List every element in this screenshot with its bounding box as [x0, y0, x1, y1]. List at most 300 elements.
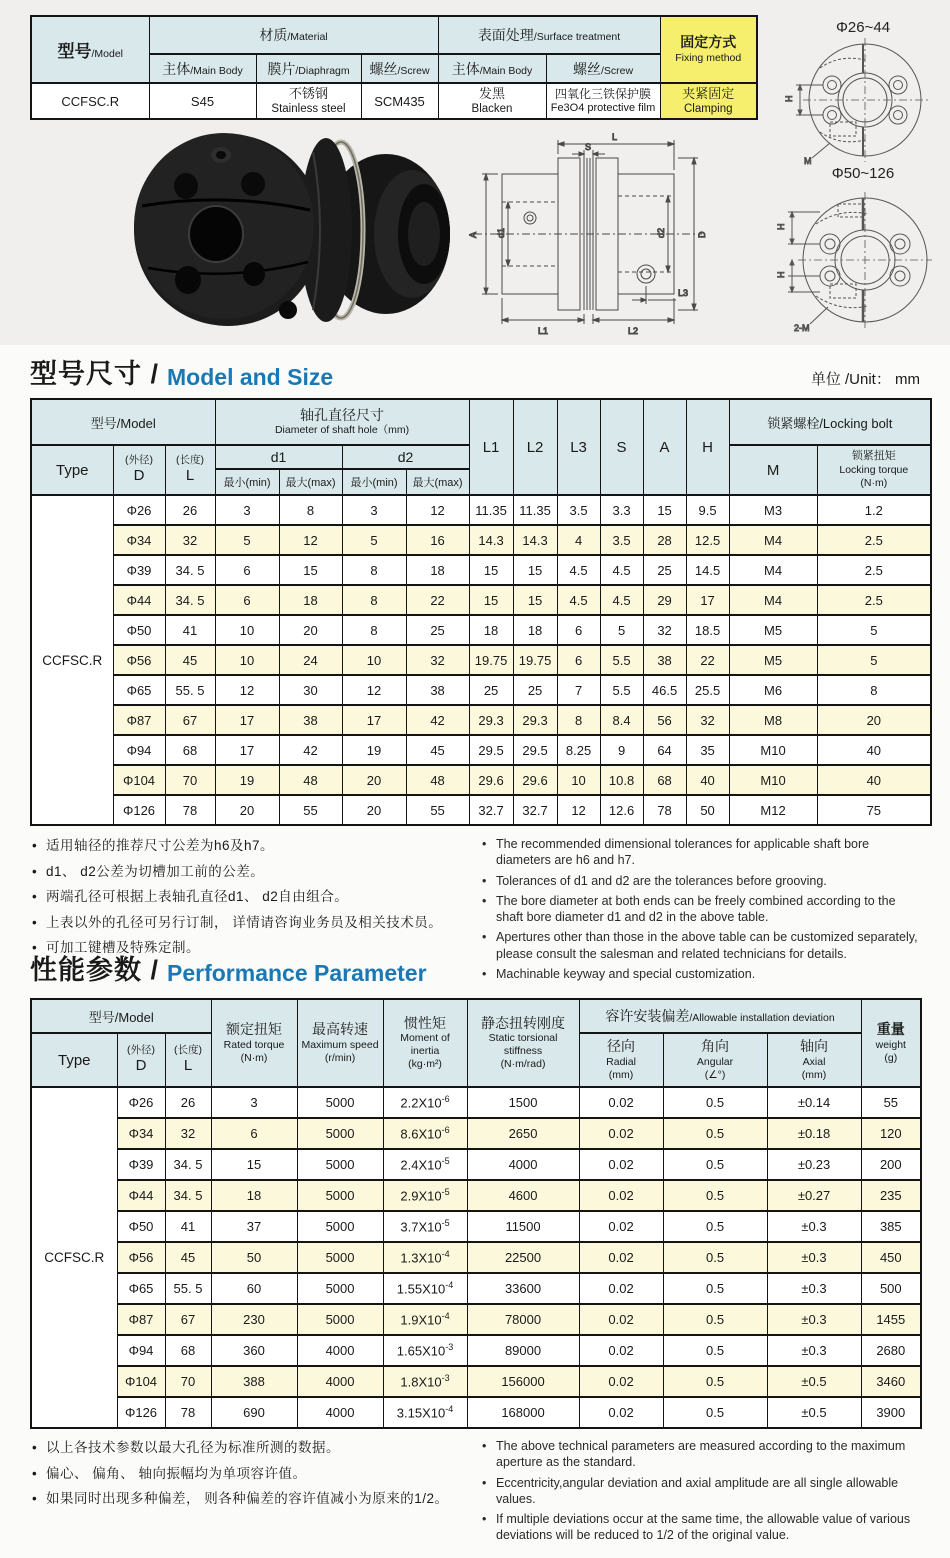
- front-view-large: [768, 162, 936, 338]
- dimension-value: 4.5: [557, 585, 600, 615]
- dim-S: S: [585, 142, 592, 152]
- performance-value: 0.02: [579, 1273, 663, 1304]
- performance-value: 67: [165, 1304, 211, 1335]
- dimension-value: 25: [513, 675, 557, 705]
- performance-value: 235: [861, 1180, 921, 1211]
- dimension-value: 15: [279, 555, 342, 585]
- notes-en-list: [480, 1438, 925, 1548]
- dimension-value: M6: [729, 675, 817, 705]
- performance-value: $2.9X10^{-5}$: [383, 1180, 467, 1211]
- dim-H-small: H: [784, 95, 794, 102]
- dimension-value: 17: [215, 705, 279, 735]
- dimension-drawing: [462, 128, 710, 340]
- dimension-value: M4: [729, 555, 817, 585]
- pf-L-header: [165, 1033, 211, 1087]
- performance-value: 0.02: [579, 1397, 663, 1428]
- ms-D-header: [113, 445, 165, 495]
- performance-value: 2650: [467, 1118, 579, 1149]
- model-header-en: /Model: [91, 48, 123, 60]
- note-item: • 可加工键槽及特殊定制。: [30, 938, 480, 958]
- dimension-value: 55. 5: [165, 675, 215, 705]
- performance-value: 5000: [297, 1242, 383, 1273]
- performance-notes: [30, 1438, 925, 1548]
- dimension-value: 56: [643, 705, 686, 735]
- note-item: • 如果同时出现多种偏差， 则各种偏差的容许值减小为原来的1/2。: [30, 1489, 480, 1509]
- dimension-value: 70: [165, 765, 215, 795]
- fixing-value: [660, 83, 757, 119]
- note-item: • d1、 d2公差为切槽加工前的公差。: [30, 862, 480, 882]
- h-cn: 最高转速: [312, 1021, 369, 1038]
- note-item: • 偏心、 偏角、 轴向振幅均为单项容许值。: [30, 1464, 480, 1484]
- pf-axial-header: [767, 1033, 861, 1087]
- dimension-value: 3.5: [600, 525, 643, 555]
- performance-value: 5000: [297, 1180, 383, 1211]
- cross-section-drawing: [462, 128, 710, 340]
- label-2M: 2-M: [794, 323, 810, 333]
- table-row: [31, 1397, 921, 1428]
- dimension-value: 12.5: [686, 525, 729, 555]
- dim-L3: L3: [678, 288, 689, 298]
- dimension-value: 6: [557, 645, 600, 675]
- dimension-value: 8: [342, 555, 406, 585]
- dimension-value: M12: [729, 795, 817, 825]
- performance-value: Φ44: [117, 1180, 165, 1211]
- sub-cn: 膜片: [267, 60, 296, 77]
- dimension-value: 32: [686, 705, 729, 735]
- section-title-cn: 型号尺寸 /: [30, 359, 160, 389]
- performance-value: 200: [861, 1149, 921, 1180]
- dimension-value: 10.8: [600, 765, 643, 795]
- dim-H-lower: H: [776, 271, 786, 278]
- performance-value: ±0.27: [767, 1180, 861, 1211]
- performance-value: 388: [211, 1366, 297, 1397]
- dimension-value: 4: [557, 525, 600, 555]
- dimension-value: 5: [817, 615, 931, 645]
- dimension-value: 32.7: [469, 795, 513, 825]
- unit-label: 单位 /Unit： mm: [810, 371, 920, 388]
- dimension-value: 14.3: [513, 525, 557, 555]
- material-header-cell: [149, 16, 438, 54]
- performance-value: 33600: [467, 1273, 579, 1304]
- small-range-label: Φ26~44: [835, 19, 891, 36]
- dimension-value: Φ87: [113, 705, 165, 735]
- performance-value: 0.02: [579, 1087, 663, 1118]
- ms-model-header: 型号/Model: [31, 399, 215, 445]
- performance-value: 22500: [467, 1242, 579, 1273]
- performance-value: 0.5: [663, 1211, 767, 1242]
- performance-value: 34. 5: [165, 1149, 211, 1180]
- section-title-cn: 性能参数 /: [30, 955, 160, 985]
- h-unit: (mm): [608, 1068, 634, 1081]
- table-row: [31, 1180, 921, 1211]
- dimension-value: 25: [469, 675, 513, 705]
- label-M: M: [804, 156, 812, 166]
- performance-value: Φ50: [117, 1211, 165, 1242]
- fixing-method-header-cell: [660, 16, 757, 83]
- performance-value: 5000: [297, 1304, 383, 1335]
- dimension-value: 19.75: [469, 645, 513, 675]
- dimension-value: 20: [215, 795, 279, 825]
- dimension-value: M4: [729, 585, 817, 615]
- h-unit: (g): [884, 1051, 898, 1064]
- dimension-value: M8: [729, 705, 817, 735]
- pf-rated-header: [211, 999, 297, 1087]
- dimension-value: 29.3: [513, 705, 557, 735]
- performance-value: Φ126: [117, 1397, 165, 1428]
- dim-L: L: [612, 132, 618, 142]
- dimension-value: 3.5: [557, 495, 600, 525]
- dimension-value: 15: [469, 585, 513, 615]
- performance-value: $2.4X10^{-5}$: [383, 1149, 467, 1180]
- sub-cn: 主体: [162, 60, 191, 77]
- performance-value: ±0.5: [767, 1366, 861, 1397]
- performance-value: 5000: [297, 1149, 383, 1180]
- performance-value: 0.02: [579, 1149, 663, 1180]
- screw-subheader: [361, 54, 438, 83]
- dimension-value: 29.5: [469, 735, 513, 765]
- performance-value: 18: [211, 1180, 297, 1211]
- sub-cn: 螺丝: [572, 60, 601, 77]
- ms-col-H: H: [686, 399, 729, 495]
- dimension-value: 45: [165, 645, 215, 675]
- h-cn: 惯性矩: [404, 1014, 447, 1031]
- dimension-value: 9.5: [686, 495, 729, 525]
- ms-d2-min: 最小(min): [342, 469, 406, 495]
- dim-H-upper: H: [776, 223, 786, 230]
- type-cell: CCFSC.R: [31, 495, 113, 825]
- note-item: • Machinable keyway and special customization.: [480, 966, 925, 982]
- dimension-value: 4.5: [557, 555, 600, 585]
- performance-value: 120: [861, 1118, 921, 1149]
- dimension-value: 20: [279, 615, 342, 645]
- performance-value: 690: [211, 1397, 297, 1428]
- table-row: [31, 795, 931, 825]
- torque-en: Locking torque: [839, 463, 909, 476]
- dimension-value: 18.5: [686, 615, 729, 645]
- notes-cn-list: [30, 1438, 480, 1548]
- performance-value: 450: [861, 1242, 921, 1273]
- h-cn: 静态扭转刚度: [481, 1014, 566, 1031]
- performance-value: 230: [211, 1304, 297, 1335]
- val-en: Clamping: [683, 102, 733, 115]
- dimension-value: 22: [686, 645, 729, 675]
- dimension-value: 22: [406, 585, 469, 615]
- dimension-value: 42: [406, 705, 469, 735]
- dimension-value: M5: [729, 645, 817, 675]
- dimension-value: 18: [406, 555, 469, 585]
- performance-value: 0.02: [579, 1211, 663, 1242]
- dimension-value: 10: [557, 765, 600, 795]
- dimension-value: 40: [817, 765, 931, 795]
- surface-header-en: /Surface treatment: [533, 31, 621, 43]
- performance-value: 2680: [861, 1335, 921, 1366]
- model-size-section-title: [30, 352, 920, 391]
- performance-value: 55. 5: [165, 1273, 211, 1304]
- ms-col-L2: L2: [513, 399, 557, 495]
- performance-value: 0.02: [579, 1180, 663, 1211]
- dimension-value: 8: [817, 675, 931, 705]
- performance-value: 11500: [467, 1211, 579, 1242]
- dimension-value: 14.5: [686, 555, 729, 585]
- performance-value: 41: [165, 1211, 211, 1242]
- dimension-value: 12: [215, 675, 279, 705]
- dim-d2: d2: [656, 227, 666, 238]
- dimension-value: Φ65: [113, 675, 165, 705]
- dimension-value: 29.6: [469, 765, 513, 795]
- main-body-subheader-2: [438, 54, 546, 83]
- front-view-small: [768, 18, 936, 166]
- dimension-value: M4: [729, 525, 817, 555]
- performance-value: 37: [211, 1211, 297, 1242]
- performance-value: 0.5: [663, 1304, 767, 1335]
- len-sym: L: [183, 1057, 193, 1075]
- performance-value: $1.55X10^{-4}$: [383, 1273, 467, 1304]
- table-row: [31, 495, 931, 525]
- len-cn: (长度): [176, 454, 205, 467]
- dimension-value: 32: [643, 615, 686, 645]
- performance-value: 3900: [861, 1397, 921, 1428]
- performance-value: 15: [211, 1149, 297, 1180]
- dim-L2: L2: [628, 326, 639, 336]
- dimension-value: 5: [817, 645, 931, 675]
- sub-en: /Screw: [600, 64, 634, 77]
- dimension-value: 15: [643, 495, 686, 525]
- table-row: [31, 1335, 921, 1366]
- val-cn: 发黑: [478, 85, 505, 101]
- dimension-value: 20: [817, 705, 931, 735]
- dimension-value: 15: [513, 585, 557, 615]
- ms-d1-min: 最小(min): [215, 469, 279, 495]
- performance-value: 3460: [861, 1366, 921, 1397]
- dimension-value: 8.25: [557, 735, 600, 765]
- dimension-value: 32: [165, 525, 215, 555]
- fixing-header-cn: 固定方式: [680, 34, 737, 51]
- section-title-en: Model and Size: [167, 364, 334, 390]
- dimension-value: M5: [729, 615, 817, 645]
- product-photo: [128, 122, 473, 340]
- h-en: Axial: [802, 1055, 826, 1068]
- h-en: Static torsional stiffness: [488, 1032, 558, 1058]
- model-size-table: [30, 398, 932, 826]
- dimension-value: 40: [686, 765, 729, 795]
- dimension-value: 29.6: [513, 765, 557, 795]
- ms-col-L3: L3: [557, 399, 600, 495]
- dimension-value: 40: [817, 735, 931, 765]
- ms-M-header: M: [729, 445, 817, 495]
- performance-value: Φ104: [117, 1366, 165, 1397]
- sub-en: /Main Body: [190, 64, 243, 77]
- note-item: • Eccentricity,angular deviation and axial amplitude are all single allowable values.: [480, 1475, 925, 1508]
- performance-value: 4000: [297, 1397, 383, 1428]
- performance-value: Φ39: [117, 1149, 165, 1180]
- dimension-value: 12: [342, 675, 406, 705]
- dimension-value: 17: [215, 735, 279, 765]
- performance-value: 0.5: [663, 1335, 767, 1366]
- dimension-value: Φ126: [113, 795, 165, 825]
- dimension-value: Φ104: [113, 765, 165, 795]
- dimension-value: 78: [165, 795, 215, 825]
- shaft-cn: 轴孔直径尺寸: [300, 406, 385, 423]
- dimension-value: 6: [215, 555, 279, 585]
- table-row: [31, 1087, 921, 1118]
- dimension-value: 8: [279, 495, 342, 525]
- shaft-en: Diameter of shaft hole（mm): [274, 424, 410, 437]
- dimension-value: Φ94: [113, 735, 165, 765]
- sub-en: /Diaphragm: [295, 64, 350, 77]
- performance-value: 89000: [467, 1335, 579, 1366]
- performance-value: 0.02: [579, 1366, 663, 1397]
- dimension-value: 10: [215, 645, 279, 675]
- performance-value: 50: [211, 1242, 297, 1273]
- model-value: CCFSC.R: [31, 83, 149, 119]
- dimension-value: 28: [643, 525, 686, 555]
- dimension-value: 38: [406, 675, 469, 705]
- performance-value: 5000: [297, 1211, 383, 1242]
- performance-value: 0.5: [663, 1180, 767, 1211]
- table-row: [31, 1149, 921, 1180]
- performance-value: Φ34: [117, 1118, 165, 1149]
- performance-value: ±0.5: [767, 1397, 861, 1428]
- large-range-label: Φ50~126: [831, 165, 895, 182]
- dimension-value: 5.5: [600, 675, 643, 705]
- h-unit: (∠°): [704, 1068, 726, 1081]
- note-item: • The recommended dimensional tolerances for applicable shaft bore diameters are h6 and h7.: [480, 836, 925, 869]
- od-cn: (外径): [125, 454, 153, 467]
- performance-value: Φ56: [117, 1242, 165, 1273]
- note-item: • If multiple deviations occur at the same time, the allowable value of various deviations will be reduced to 1/2 of the original value.: [480, 1511, 925, 1544]
- dimension-value: 5: [342, 525, 406, 555]
- performance-value: ±0.3: [767, 1304, 861, 1335]
- dimension-value: 4.5: [600, 585, 643, 615]
- dimension-value: 24: [279, 645, 342, 675]
- performance-value: 385: [861, 1211, 921, 1242]
- dim-A: A: [468, 231, 478, 238]
- dimension-value: 48: [406, 765, 469, 795]
- dimension-value: 75: [817, 795, 931, 825]
- dimension-value: 46.5: [643, 675, 686, 705]
- performance-value: 0.02: [579, 1304, 663, 1335]
- dimension-value: 15: [513, 555, 557, 585]
- sub-en: /Screw: [397, 64, 430, 77]
- performance-value: 4600: [467, 1180, 579, 1211]
- note-item: • 两端孔径可根据上表轴孔直径d1、 d2自由组合。: [30, 887, 480, 907]
- dimension-value: 18: [469, 615, 513, 645]
- dimension-value: 55: [279, 795, 342, 825]
- dimension-value: 2.5: [817, 525, 931, 555]
- dimension-value: 78: [643, 795, 686, 825]
- model-header-cn: 型号: [57, 42, 92, 61]
- len-cn: (长度): [174, 1044, 203, 1057]
- performance-value: 32: [165, 1118, 211, 1149]
- dimension-value: 25.5: [686, 675, 729, 705]
- note-item: • Tolerances of d1 and d2 are the tolerances before grooving.: [480, 873, 925, 889]
- material-header-cn: 材质: [259, 27, 288, 43]
- performance-value: $8.6X10^{-6}$: [383, 1118, 467, 1149]
- surface-header-cell: [438, 16, 660, 54]
- model-header-cell: [31, 16, 149, 83]
- dimension-value: 38: [279, 705, 342, 735]
- dimension-value: 8: [342, 615, 406, 645]
- h-cn: 重量: [876, 1021, 905, 1038]
- performance-value: 4000: [297, 1366, 383, 1397]
- dimension-value: 32.7: [513, 795, 557, 825]
- h-en: Rated torque: [223, 1038, 285, 1051]
- table-row: [31, 705, 931, 735]
- h-cn: 角向: [701, 1038, 730, 1055]
- pf-radial-header: [579, 1033, 663, 1087]
- table-row: [31, 765, 931, 795]
- val-cn: 夹紧固定: [682, 85, 735, 101]
- dimension-value: Φ44: [113, 585, 165, 615]
- dimension-value: 42: [279, 735, 342, 765]
- table-row: [31, 1304, 921, 1335]
- performance-value: 68: [165, 1335, 211, 1366]
- table-row: [31, 585, 931, 615]
- performance-value: 0.5: [663, 1118, 767, 1149]
- performance-value: 360: [211, 1335, 297, 1366]
- performance-value: $1.8X10^{-3}$: [383, 1366, 467, 1397]
- dimension-value: M10: [729, 735, 817, 765]
- pf-weight-header: [861, 999, 921, 1087]
- dimension-value: 68: [643, 765, 686, 795]
- performance-value: 5000: [297, 1273, 383, 1304]
- dimension-value: 2.5: [817, 555, 931, 585]
- performance-value: $1.65X10^{-3}$: [383, 1335, 467, 1366]
- performance-value: 45: [165, 1242, 211, 1273]
- ms-torque-header: [817, 445, 931, 495]
- type-cell: CCFSC.R: [31, 1087, 117, 1428]
- diaphragm-value: [256, 83, 361, 119]
- dev-en: /Allowable installation deviation: [689, 1012, 835, 1024]
- surface-header-cn: 表面处理: [477, 27, 534, 43]
- performance-value: 4000: [467, 1149, 579, 1180]
- dimension-value: 8: [342, 585, 406, 615]
- coupling-photo-illustration: [128, 122, 473, 340]
- table-row: [31, 645, 931, 675]
- dimension-value: 1.2: [817, 495, 931, 525]
- val-cn: 四氧化三铁保护膜: [554, 86, 651, 101]
- len-sym: L: [185, 467, 195, 485]
- performance-value: 500: [861, 1273, 921, 1304]
- ms-d2-max: 最大(max): [406, 469, 469, 495]
- table-row: [31, 615, 931, 645]
- dimension-value: Φ34: [113, 525, 165, 555]
- performance-value: $3.15X10^{-4}$: [383, 1397, 467, 1428]
- dimension-value: 17: [686, 585, 729, 615]
- dimension-value: Φ50: [113, 615, 165, 645]
- h-en: weight: [875, 1038, 906, 1051]
- h-en: Angular: [696, 1055, 734, 1068]
- dimension-value: 18: [279, 585, 342, 615]
- table-row: [31, 525, 931, 555]
- dimension-value: 32: [406, 645, 469, 675]
- dimension-value: 35: [686, 735, 729, 765]
- material-header-en: /Material: [287, 31, 328, 43]
- dimension-value: 14.3: [469, 525, 513, 555]
- ms-col-S: S: [600, 399, 643, 495]
- performance-value: 5000: [297, 1087, 383, 1118]
- dimension-value: Φ39: [113, 555, 165, 585]
- dimension-value: M10: [729, 765, 817, 795]
- dimension-value: 15: [469, 555, 513, 585]
- front-view-large-svg: [768, 162, 936, 338]
- performance-value: 34. 5: [165, 1180, 211, 1211]
- table-row: [31, 1118, 921, 1149]
- ms-L-header: [165, 445, 215, 495]
- note-item: • 上表以外的孔径可另行订制， 详情请咨询业务员及相关技术员。: [30, 913, 480, 933]
- pf-type-header: Type: [31, 1033, 117, 1087]
- h-cn: 轴向: [800, 1038, 829, 1055]
